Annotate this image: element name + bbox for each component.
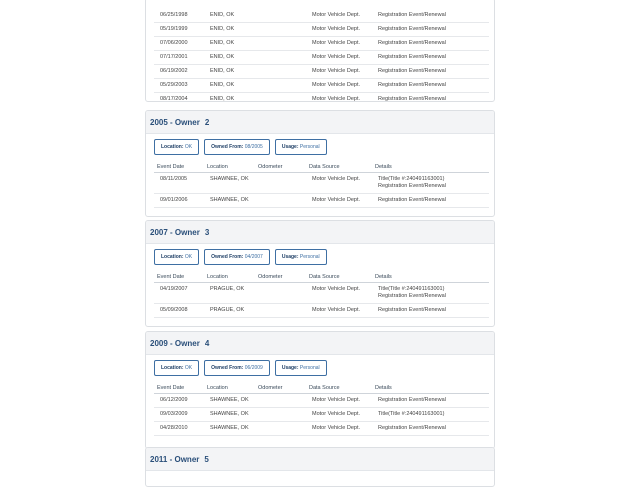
data-source-cell: Motor Vehicle Dept. [306, 194, 372, 208]
data-source-cell: Motor Vehicle Dept. [306, 394, 372, 408]
details-line: Registration Event/Renewal [378, 68, 446, 74]
details-cell [372, 194, 489, 208]
details-header: Details [372, 382, 489, 394]
location-pill[interactable] [154, 139, 199, 155]
owned-from-pill[interactable] [204, 360, 270, 376]
details-line: Registration Event/Renewal [378, 40, 446, 46]
details-cell [372, 23, 489, 37]
location-cell: ENID, OK [204, 51, 255, 65]
details-cell [372, 173, 489, 194]
pill-value: Personal [299, 365, 320, 371]
owner-label: - Owner [169, 454, 200, 464]
table-row [154, 304, 489, 318]
event-date-cell: 06/12/2009 [154, 394, 204, 408]
usage-pill[interactable] [275, 139, 327, 155]
table-row [154, 422, 489, 436]
header-row [154, 382, 489, 394]
odometer-cell [255, 283, 306, 304]
details-cell [372, 422, 489, 436]
details-line: Registration Event/Renewal [378, 397, 446, 403]
event-date-cell: 06/25/1998 [154, 9, 204, 23]
table-row [154, 65, 489, 79]
data-source-header: Data Source [306, 161, 372, 173]
pill-label: Location: [161, 144, 184, 150]
odometer-header: Odometer [255, 382, 306, 394]
table-row [154, 37, 489, 51]
owner-year: 2005 [150, 117, 168, 127]
odometer-header: Odometer [255, 161, 306, 173]
location-cell: SHAWNEE, OK [204, 394, 255, 408]
pill-value: Personal [299, 254, 320, 260]
event-date-header: Event Date [154, 161, 204, 173]
owned-from-pill[interactable] [204, 249, 270, 265]
location-header: Location [204, 161, 255, 173]
details-cell [372, 9, 489, 23]
owner-card [145, 110, 495, 217]
owner-number: 3 [204, 227, 210, 237]
event-date-cell: 05/09/2008 [154, 304, 204, 318]
pill-value: 04/2007 [244, 254, 263, 260]
details-line: Registration Event/Renewal [378, 82, 446, 88]
odometer-cell [255, 173, 306, 194]
pill-label: Usage: [281, 365, 299, 371]
event-date-cell: 05/29/2003 [154, 79, 204, 93]
data-source-cell: Motor Vehicle Dept. [306, 51, 372, 65]
details-line: Registration Event/Renewal [378, 293, 446, 299]
owner-year: 2011 [150, 454, 168, 464]
pill-label: Location: [161, 254, 184, 260]
details-cell [372, 79, 489, 93]
location-cell: ENID, OK [204, 37, 255, 51]
location-pill[interactable] [154, 360, 199, 376]
odometer-cell [255, 23, 306, 37]
table-row [154, 394, 489, 408]
event-date-cell: 04/28/2010 [154, 422, 204, 436]
pill-label: Usage: [281, 144, 299, 150]
usage-pill[interactable] [275, 360, 327, 376]
odometer-header: Odometer [255, 271, 306, 283]
owner-summary-pills [146, 134, 494, 155]
owner-card [145, 331, 495, 449]
events-table [154, 161, 489, 208]
owner-header[interactable] [146, 221, 494, 244]
data-source-header: Data Source [306, 271, 372, 283]
events-header [154, 382, 489, 394]
details-line: Registration Event/Renewal [378, 96, 446, 102]
location-cell: ENID, OK [204, 79, 255, 93]
events-table [154, 382, 489, 436]
data-source-cell: Motor Vehicle Dept. [306, 65, 372, 79]
odometer-cell [255, 93, 306, 103]
owner-card-next[interactable] [145, 447, 495, 487]
data-source-cell: Motor Vehicle Dept. [306, 23, 372, 37]
owner-number: 5 [204, 454, 209, 464]
odometer-cell [255, 37, 306, 51]
owner-label: - Owner [170, 227, 200, 237]
details-line: Title(Title #:240491163001) [378, 176, 445, 182]
pill-label: Location: [161, 365, 184, 371]
events-body [154, 394, 489, 436]
details-line: Title(Title #:240491163001) [378, 411, 445, 417]
event-date-cell: 09/01/2006 [154, 194, 204, 208]
location-pill[interactable] [154, 249, 199, 265]
event-date-cell: 08/11/2005 [154, 173, 204, 194]
table-row [154, 9, 489, 23]
event-date-cell: 07/06/2000 [154, 37, 204, 51]
pill-value: 08/2005 [244, 144, 263, 150]
location-header: Location [204, 271, 255, 283]
owner-label: - Owner [170, 338, 200, 348]
table-row [154, 23, 489, 37]
location-cell: ENID, OK [204, 23, 255, 37]
header-row [154, 271, 489, 283]
pill-value: 06/2009 [244, 365, 263, 371]
pill-value: OK [184, 144, 193, 150]
details-line: Registration Event/Renewal [378, 307, 446, 313]
details-line: Registration Event/Renewal [378, 425, 446, 431]
owner-header[interactable] [146, 448, 494, 471]
events-header [154, 271, 489, 283]
location-cell: ENID, OK [204, 9, 255, 23]
details-line: Registration Event/Renewal [378, 54, 446, 60]
details-line: Title(Title #:240491163001) [378, 286, 445, 292]
pill-label: Owned From: [211, 144, 244, 150]
data-source-header: Data Source [306, 382, 372, 394]
odometer-cell [255, 304, 306, 318]
location-cell: SHAWNEE, OK [204, 173, 255, 194]
pill-label: Usage: [281, 254, 299, 260]
table-row [154, 283, 489, 304]
table-row [154, 93, 489, 103]
odometer-cell [255, 422, 306, 436]
data-source-cell: Motor Vehicle Dept. [306, 37, 372, 51]
events-body [154, 283, 489, 318]
location-cell: ENID, OK [204, 93, 255, 103]
header-row [154, 161, 489, 173]
data-source-cell: Motor Vehicle Dept. [306, 93, 372, 103]
details-cell [372, 304, 489, 318]
details-line: Registration Event/Renewal [378, 183, 446, 189]
event-date-cell: 09/03/2009 [154, 408, 204, 422]
pill-value: OK [184, 365, 193, 371]
owner-year: 2007 [150, 227, 168, 237]
odometer-cell [255, 79, 306, 93]
event-date-header: Event Date [154, 271, 204, 283]
location-cell: SHAWNEE, OK [204, 194, 255, 208]
data-source-cell: Motor Vehicle Dept. [306, 408, 372, 422]
table-row [154, 194, 489, 208]
details-line: Registration Event/Renewal [378, 197, 446, 203]
pill-value: OK [184, 254, 193, 260]
event-date-cell: 06/19/2002 [154, 65, 204, 79]
event-date-cell: 07/17/2001 [154, 51, 204, 65]
table-row [154, 173, 489, 194]
events-header [154, 161, 489, 173]
data-source-cell: Motor Vehicle Dept. [306, 304, 372, 318]
odometer-cell [255, 9, 306, 23]
details-header: Details [372, 271, 489, 283]
events-body-prior [154, 9, 489, 102]
odometer-cell [255, 51, 306, 65]
events-body [154, 173, 489, 208]
data-source-cell: Motor Vehicle Dept. [306, 173, 372, 194]
owned-from-pill[interactable] [204, 139, 270, 155]
pill-label: Owned From: [211, 254, 244, 260]
pill-label: Owned From: [211, 365, 244, 371]
table-row [154, 79, 489, 93]
details-line: Registration Event/Renewal [378, 26, 446, 32]
location-cell: PRAGUE, OK [204, 283, 255, 304]
details-cell [372, 51, 489, 65]
details-cell [372, 283, 489, 304]
owner-header[interactable] [146, 332, 494, 355]
data-source-cell: Motor Vehicle Dept. [306, 9, 372, 23]
owner-summary-pills [146, 355, 494, 376]
odometer-cell [255, 194, 306, 208]
owner-summary-pills [146, 244, 494, 265]
odometer-cell [255, 65, 306, 79]
location-cell: ENID, OK [204, 65, 255, 79]
details-cell [372, 408, 489, 422]
table-row [154, 408, 489, 422]
event-date-header: Event Date [154, 382, 204, 394]
location-cell: SHAWNEE, OK [204, 422, 255, 436]
data-source-cell: Motor Vehicle Dept. [306, 283, 372, 304]
odometer-cell [255, 394, 306, 408]
location-header: Location [204, 382, 255, 394]
owner-header[interactable] [146, 111, 494, 134]
details-cell [372, 93, 489, 103]
owner-card [145, 220, 495, 327]
events-table [154, 9, 489, 102]
event-date-cell: 04/19/2007 [154, 283, 204, 304]
events-table [154, 271, 489, 318]
data-source-cell: Motor Vehicle Dept. [306, 422, 372, 436]
owner-label: - Owner [170, 117, 200, 127]
details-cell [372, 37, 489, 51]
owner-year: 2009 [150, 338, 168, 348]
details-cell [372, 65, 489, 79]
owner-card-prior [145, 0, 495, 102]
data-source-cell: Motor Vehicle Dept. [306, 79, 372, 93]
location-cell: PRAGUE, OK [204, 304, 255, 318]
details-cell [372, 394, 489, 408]
event-date-cell: 05/19/1999 [154, 23, 204, 37]
location-cell: SHAWNEE, OK [204, 408, 255, 422]
odometer-cell [255, 408, 306, 422]
event-date-cell: 08/17/2004 [154, 93, 204, 103]
table-row [154, 51, 489, 65]
pill-value: Personal [299, 144, 320, 150]
usage-pill[interactable] [275, 249, 327, 265]
details-header: Details [372, 161, 489, 173]
owner-number: 2 [204, 117, 210, 127]
owner-number: 4 [204, 338, 210, 348]
details-line: Registration Event/Renewal [378, 12, 446, 18]
